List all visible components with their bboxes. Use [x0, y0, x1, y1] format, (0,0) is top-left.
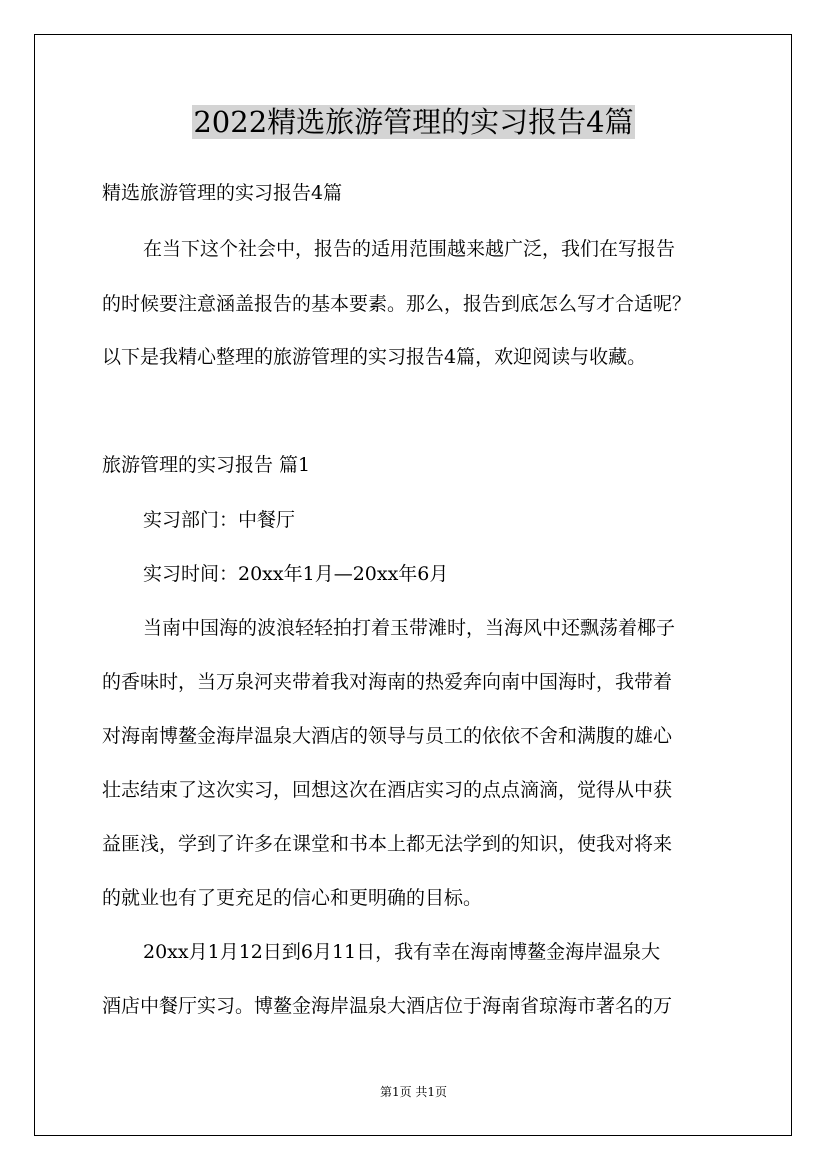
intro-line-1: 在当下这个社会中，报告的适用范围越来越广泛，我们在写报告 — [143, 238, 676, 260]
paragraph-2-line-1: 20xx月1月12日到6月11日，我有幸在海南博鳌金海岸温泉大 — [143, 941, 661, 963]
intro-line-3: 以下是我精心整理的旅游管理的实习报告4篇，欢迎阅读与收藏。 — [102, 346, 647, 368]
paragraph-1-line-4: 壮志结束了这次实习，回想这次在酒店实习的点点滴滴，觉得从中获 — [102, 779, 673, 801]
paragraph-1-line-5: 益匪浅，学到了许多在课堂和书本上都无法学到的知识，使我对将来 — [102, 833, 673, 855]
paragraph-1-line-1: 当南中国海的波浪轻轻拍打着玉带滩时，当海风中还飘荡着椰子 — [143, 617, 676, 639]
paragraph-1-line-2: 的香味时，当万泉河夹带着我对海南的热爱奔向南中国海时，我带着 — [102, 671, 673, 693]
document-subtitle: 精选旅游管理的实习报告4篇 — [102, 182, 343, 204]
paragraph-1-line-3: 对海南博鳌金海岸温泉大酒店的领导与员工的依依不舍和满腹的雄心 — [102, 725, 673, 747]
section-heading: 旅游管理的实习报告 篇1 — [102, 454, 311, 476]
department-line: 实习部门：中餐厅 — [143, 509, 296, 531]
document-title: 2022精选旅游管理的实习报告4篇 — [193, 105, 634, 139]
intro-line-2: 的时候要注意涵盖报告的基本要素。那么，报告到底怎么写才合适呢？ — [102, 293, 692, 315]
page-footer: 第1页 共1页 — [379, 1085, 448, 1099]
paragraph-2-line-2: 酒店中餐厅实习。博鳌金海岸温泉大酒店位于海南省琼海市著名的万 — [102, 995, 673, 1017]
paragraph-1-line-6: 的就业也有了更充足的信心和更明确的目标。 — [102, 887, 483, 909]
period-line: 实习时间：20xx年1月—20xx年6月 — [143, 563, 449, 585]
